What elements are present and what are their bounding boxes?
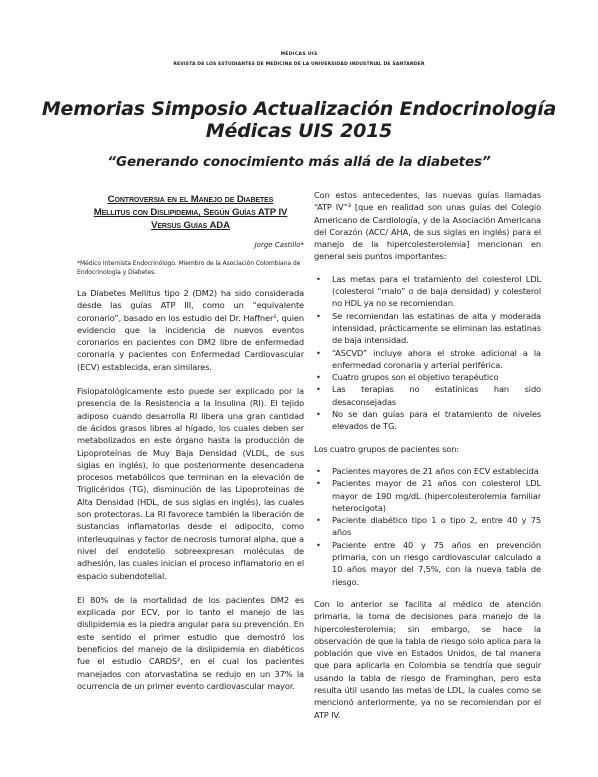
list-item: • “ASCVD” incluye ahora el stroke adicional a la enfermedad coronaria y arterial periférica. — [314, 347, 541, 372]
list-item: • Pacientes mayor de 21 años con colesterol LDL mayor de 190 mg/dL (hipercolesterolemia familiar heterocigota) — [314, 477, 541, 514]
right-column — [314, 189, 541, 721]
author-affiliation: *Médico Internista Endocrinólogo. Miembro de la Asociación Colombiana de Endocrinología y Diabetes. — [77, 260, 301, 276]
paragraph-intro: La Diabetes Mellitus tipo 2 (DM2) ha sido considerada desde las guías ATP III, como un “equivalente coronario”, basado en los estudio del Dr. Haffner¹, quien evidencio que la incidencia de nuevos eventos coronarios en pacientes con DM2 libre de enfermedad coronaria y pacientes con Enfermedad Cardiovascular (ECV) establecida, eran similares. — [77, 288, 304, 372]
list-item: • No se dan guías para el tratamiento de niveles elevados de TG. — [314, 408, 541, 433]
section-title-line-1: Controversia en el Manejo de Diabetes — [107, 194, 274, 205]
list-item: • Paciente diabético tipo 1 o tipo 2, entre 40 y 75 años — [314, 514, 541, 539]
title-line-2: Médicas UIS 2015 — [205, 120, 393, 142]
paragraph-mortality: El 80% de la mortalidad de los pacientes DM2 es explicada por ECV, por lo tanto el manejo de las dislipidemia es la piedra angular para su prevención. En este sentido el primer estudio que demostró los beneficios del manejo de la dislipidemia en diabéticos fue el estudio CARDS², en el cual los pacientes manejados con atorvastatina se redujo en un 37% la ocurrencia de un primer evento cardiovascular mayor. — [77, 594, 304, 691]
list-item: • Las metas para el tratamiento del colesterol LDL (colesterol “malo” o de baja densidad) y colesterol no HDL ya no se recomiendan. — [314, 273, 541, 310]
section-title-line-3: Versus Guías ADA — [151, 220, 230, 231]
paragraph-atp-intro: Con estos antecedentes, las nuevas guías llamadas “ATP IV”³ [que en realidad son unas guías del Colegio Americano de Cardiología, y de la Asociación Americana del Corazón (ACC/ AHA, de sus siglas en inglés) para el manejo de la hipercolesterolemia] mencionan en general seis puntos importantes: — [314, 190, 541, 262]
page-title — [0, 98, 598, 142]
section-title-line-2: Mellitus con Dislipidemia, Según Guías ATP IV — [93, 207, 288, 218]
journal-subname: REVISTA DE LOS ESTUDIANTES DE MEDICINA DE LA UNIVERSIDAD INDUSTRIAL DE SANTANDER — [173, 62, 425, 67]
list-item: • Pacientes mayores de 21 años con ECV establecida — [314, 465, 541, 477]
list-item: • Paciente entre 40 y 75 años en prevención primaria, con un riesgo cardiovascular calculado a 10 años mayor del 7,5%, con la nueva tabla de riesgo. — [314, 539, 541, 588]
paragraph-closing: Con lo anterior se facilita al médico de atención primaria, la toma de decisiones para manejo de la hipercolesterolemia; sin embargo, se hace la observación de que la tabla de riesgo solo aplica para la población que vive en Estados Unidos, de tal manera que para aplicarla en Colombia se tendría que seguir usando la tabla de riesgo de Framinghan, pero esta resulta útil usando las metas de LDL, la cuales como se mencionó anteriormente, ya no se recomiendan por el ATP IV. — [314, 598, 541, 720]
list-item: • Cuatro grupos son el objetivo terapéutico — [314, 371, 541, 383]
author-name: Jorge Castillo* — [254, 241, 304, 249]
section-title — [77, 193, 304, 232]
left-column — [77, 193, 304, 692]
patient-groups-list — [314, 465, 541, 588]
page-subtitle: “Generando conocimiento más allá de la diabetes” — [107, 154, 491, 170]
paragraph-pathophysiology: Fisiopatológicamente esto puede ser explicado por la presencia de la Resistencia a la Insulina (RI). El tejido adiposo cuando desarrolla RI libera una gran cantidad de ácidos grasos libres al hígado, los cuales deben ser metabolizados en este órgano hasta la producción de Lipoproteínas de Muy Baja Densidad (VLDL, de sus siglas en inglés), lo que posteriormente desencadena procesos metabólicos que terminan en la elevación de Triglicéridos (TG), disminución de las Lipoproteínas de Alta Densidad (HDL, de sus siglas en inglés), las cuales son protectoras. La RI favorece también la liberación de sustancias inflamatorias desde el adipocito, como interleuquinas y factor de necrosis tumoral alpha, que a nivel del endotelio sobreexpresan moléculas de adhesión, las cuales inician el proceso inflamatorio en el espacio subendotelial. — [77, 386, 304, 581]
guidelines-list — [314, 273, 541, 433]
list-item: • Las terapias no estatínicas han sido desaconsejadas — [314, 383, 541, 408]
journal-name: MÉDICAS UIS — [280, 52, 318, 57]
list-item: • Se recomiendan las estatinas de alta y moderada intensidad, prácticamente se eliminan las estatinas de baja intensidad. — [314, 310, 541, 347]
paragraph-groups-intro: Los cuatro grupos de pacientes son: — [314, 443, 459, 454]
title-line-1: Memorias Simposio Actualización Endocrinología — [41, 98, 557, 120]
